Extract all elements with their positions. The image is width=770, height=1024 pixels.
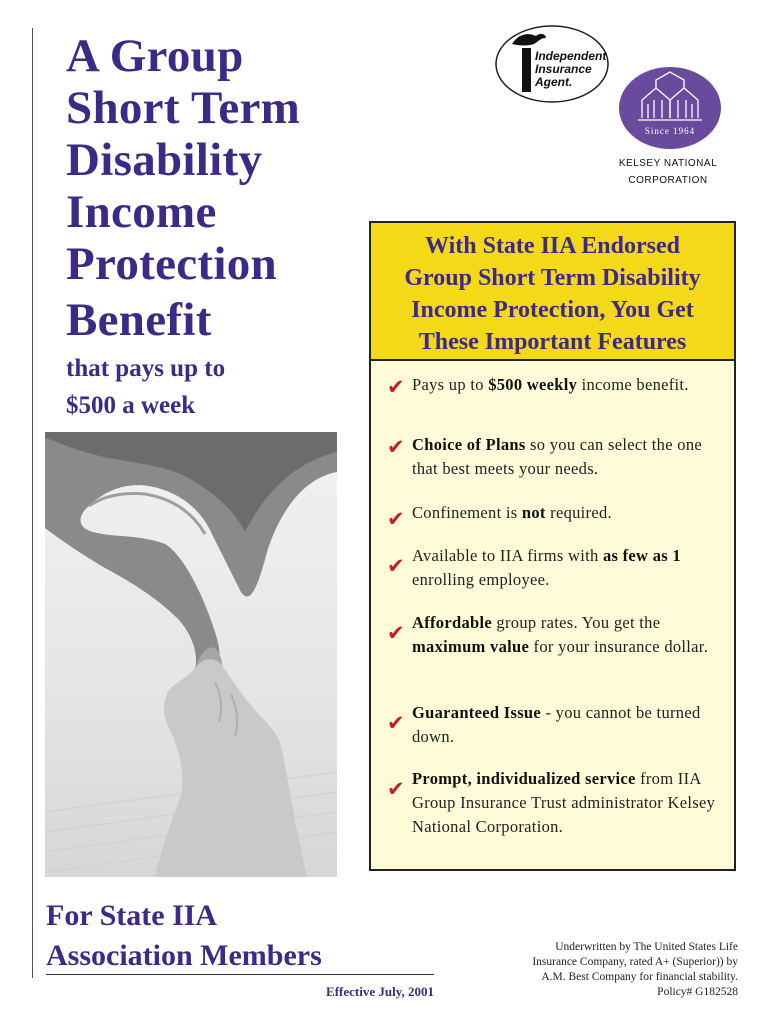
- kelsey-logo: [618, 66, 722, 150]
- left-margin-rule: [32, 28, 33, 978]
- checkmark-icon: ✔: [387, 711, 405, 735]
- feature-text: Prompt, individualized service from IIA Group Insurance Trust administrator Kelsey National Corporation.: [412, 769, 716, 836]
- page-subtitle: [66, 350, 225, 424]
- title-line: Benefit: [66, 294, 212, 346]
- features-heading-line: These Important Features: [418, 329, 687, 355]
- features-heading: [371, 223, 734, 361]
- features-heading-line: Income Protection, You Get: [411, 297, 694, 323]
- page-title: [66, 30, 300, 346]
- checkmark-icon: ✔: [387, 507, 405, 531]
- features-heading-line: With State IIA Endorsed: [425, 233, 680, 259]
- title-line: Short Term: [66, 82, 301, 134]
- feature-text: Affordable group rates. You get the maximum value for your insurance dollar.: [412, 613, 709, 656]
- kelsey-logo-mark: [618, 66, 722, 150]
- members-heading: [46, 896, 322, 976]
- kelsey-company-name: [598, 155, 738, 189]
- feature-text: Guaranteed Issue - you cannot be turned down.: [412, 703, 701, 746]
- feature-text: Confinement is not required.: [412, 503, 612, 522]
- title-line: Income: [66, 186, 217, 238]
- title-line: Protection: [66, 238, 277, 290]
- underwriter-line: A.M. Best Company for financial stability.: [541, 971, 738, 983]
- underwriter-line: Insurance Company, rated A+ (Superior)) by: [532, 956, 738, 968]
- kelsey-since-text: Since 1964: [644, 126, 696, 136]
- underwriter-line: Underwritten by The United States Life: [555, 941, 738, 953]
- iia-text-line: Independent: [535, 49, 607, 63]
- title-line: A Group: [66, 30, 244, 82]
- title-line: Disability: [66, 134, 263, 186]
- checkmark-icon: ✔: [387, 777, 405, 801]
- effective-date: Effective July, 2001: [326, 984, 434, 999]
- feature-text: Choice of Plans so you can select the one that best meets your needs.: [412, 435, 703, 478]
- feature-text: Pays up to $500 weekly income benefit.: [412, 375, 689, 394]
- hands-photo: [45, 432, 337, 877]
- checkmark-icon: ✔: [387, 554, 405, 578]
- iia-logo: [494, 22, 610, 104]
- subtitle-line: $500 a week: [66, 392, 196, 419]
- members-line: For State IIA: [46, 899, 218, 932]
- kelsey-name-line: KELSEY NATIONAL: [618, 158, 718, 169]
- features-heading-line: Group Short Term Disability: [404, 265, 701, 291]
- checkmark-icon: ✔: [387, 435, 405, 459]
- kelsey-name-line: CORPORATION: [628, 175, 708, 186]
- underwriter-note: [482, 940, 738, 1000]
- underwriter-line: Policy# G182528: [657, 986, 738, 998]
- checkmark-icon: ✔: [387, 375, 405, 399]
- footer-divider: [46, 974, 434, 975]
- features-box: [369, 221, 736, 871]
- checkmark-icon: ✔: [387, 621, 405, 645]
- iia-text-line: Agent.: [535, 75, 573, 89]
- hands-illustration: [45, 432, 337, 877]
- members-line: Association Members: [46, 939, 322, 972]
- iia-logo-mark: [494, 22, 610, 104]
- iia-text-line: Insurance: [535, 62, 592, 76]
- subtitle-line: that pays up to: [66, 355, 226, 382]
- feature-text: Available to IIA firms with as few as 1 enrolling employee.: [412, 546, 681, 589]
